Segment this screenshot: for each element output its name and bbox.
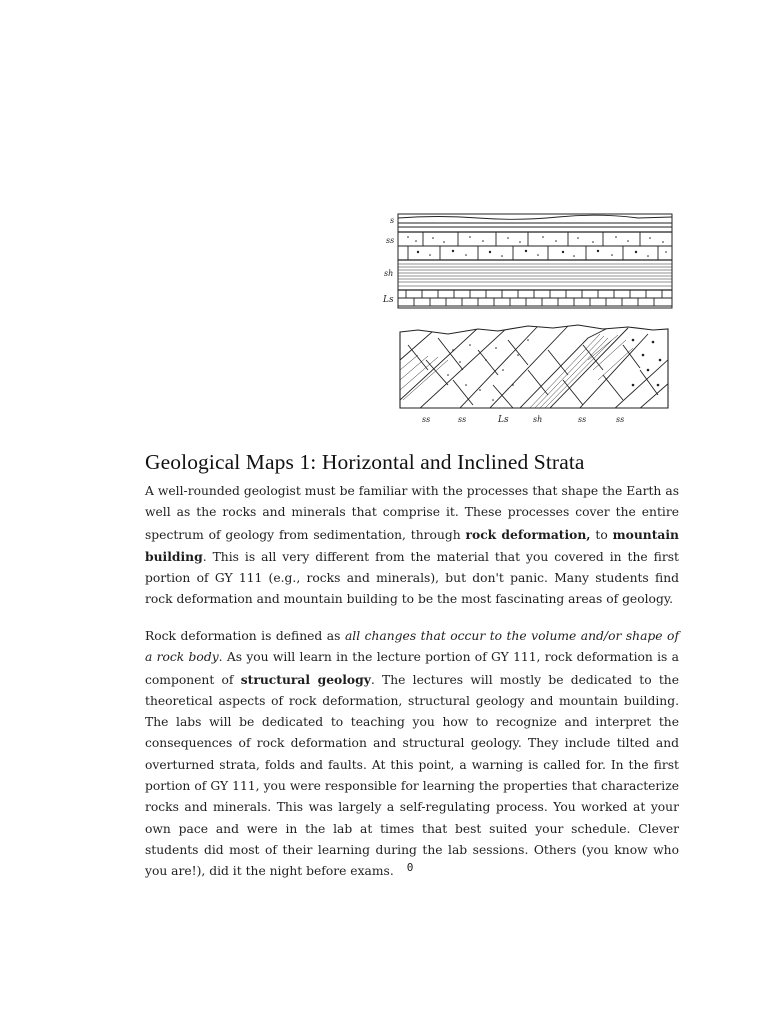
strata-diagram <box>378 210 678 430</box>
label-ss: ss <box>386 236 395 245</box>
paragraph-2 <box>145 626 679 883</box>
label-bottom-sh: sh <box>533 415 543 424</box>
label-bottom-ss-2: ss <box>458 415 467 424</box>
label-bottom-ss-3: ss <box>578 415 587 424</box>
page-number: 0 <box>406 861 414 874</box>
p1-text-3: . This is all very different from the material that you covered in the first portion of GY 111 (e.g., rocks and minerals), but don't panic. Many students find rock deformation and mountain building to be the most fascinating areas of geology. <box>145 549 679 607</box>
p1-text-1: A well-rounded geologist must be familiar with the processes that shape the Earth as well as the rocks and minerals that comprise it. These processes cover the entire spectrum of geology from sedimentation, through <box>145 484 679 542</box>
p2-text-3: . The lectures will mostly be dedicated to the theoretical aspects of rock deformation, structural geology and mountain building. The labs will be dedicated to teaching you how to recognize and interpret the consequences of rock deformation and structural geology. They include tilted and overturned strata, folds and faults. At this point, a warning is called for. In the first portion of GY 111, you were responsible for learning the properties that characterize rocks and minerals. This was largely a self-regulating process. You worked at your own pace and were in the lab at times that best suited your schedule. Clever students did most of their learning during the lab sessions. Others (you know who you are!), did it the night before exams. <box>145 672 679 879</box>
p2-italic-definition: all changes that occur to the volume and/or shape of a rock body <box>145 629 680 665</box>
label-s: s <box>390 216 395 225</box>
label-sh: sh <box>384 269 394 278</box>
paragraph-1 <box>145 481 679 611</box>
label-ls: Ls <box>383 295 394 305</box>
p2-text-2: . As you will learn in the lecture portion of GY 111, rock deformation is a component of <box>145 650 679 687</box>
label-bottom-ls: Ls <box>498 415 509 425</box>
label-bottom-ss-4: ss <box>616 415 625 424</box>
p1-bold-mountain-building: mountain building <box>145 526 679 564</box>
inclined-strata <box>400 325 670 410</box>
page-title: Geological Maps 1: Horizontal and Inclined Strata <box>145 450 585 474</box>
p1-text-2: to <box>590 527 613 542</box>
p2-text-1: Rock deformation is defined as <box>145 629 345 643</box>
p2-bold-structural-geology: structural geology <box>240 671 371 687</box>
strata-illustration <box>378 210 678 430</box>
horizontal-strata <box>398 214 672 308</box>
label-bottom-ss-1: ss <box>422 415 431 424</box>
p1-bold-rock-deformation: rock deformation, <box>465 526 591 542</box>
